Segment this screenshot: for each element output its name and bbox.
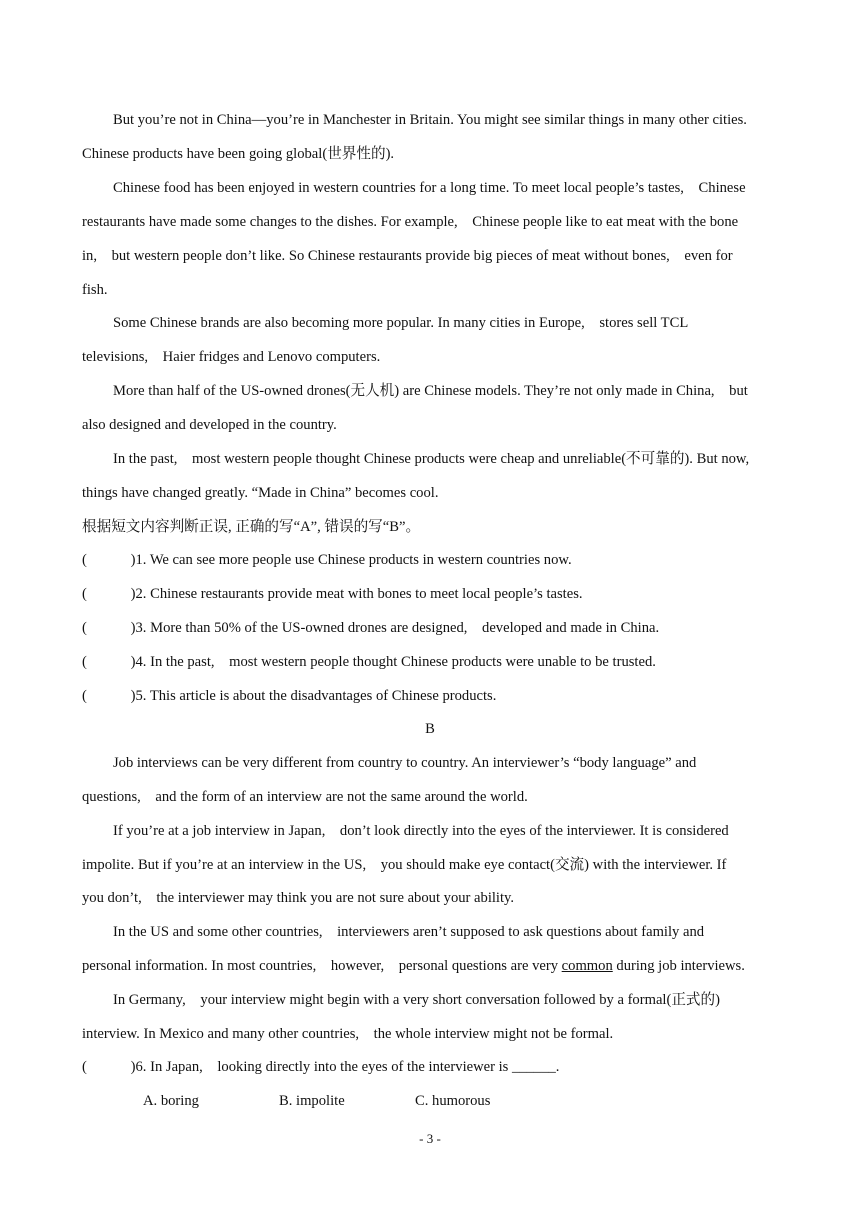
passage-a-paragraph-2-cont: in, but western people don’t like. So Chinese restaurants provide big pieces of meat without bones, even for <box>82 248 733 264</box>
passage-a-paragraph-4-cont: also designed and developed in the country. <box>82 417 337 433</box>
passage-a-paragraph-5: In the past, most western people thought Chinese products were cheap and unreliable(不可靠的). But now, <box>113 451 750 467</box>
question-5: ( )5. This article is about the disadvantages of Chinese products. <box>82 688 497 704</box>
passage-b-paragraph-2-cont: you don’t, the interviewer may think you are not sure about your ability. <box>82 890 515 906</box>
passage-a-paragraph-1: But you’re not in China—you’re in Manchester in Britain. You might see similar things in many other cities. <box>113 112 747 128</box>
passage-a-paragraph-2: Chinese food has been enjoyed in western countries for a long time. To meet local people’s tastes, Chinese <box>113 180 746 196</box>
section-b-heading: B <box>425 721 435 737</box>
passage-a-paragraph-1-cont: Chinese products have been going global(世界性的). <box>82 146 395 162</box>
passage-b-paragraph-4-cont: interview. In Mexico and many other countries, the whole interview might not be formal. <box>82 1026 614 1042</box>
passage-a-paragraph-4: More than half of the US-owned drones(无人机) are Chinese models. They’re not only made in China, but <box>113 383 748 399</box>
passage-a-paragraph-3: Some Chinese brands are also becoming more popular. In many cities in Europe, stores sell TCL <box>113 315 689 331</box>
passage-b-paragraph-1: Job interviews can be very different from country to country. An interviewer’s “body language” and <box>113 755 697 771</box>
instruction-text: 根据短文内容判断正误, 正确的写“A”, 错误的写“B”。 <box>82 519 421 535</box>
passage-a-paragraph-2-cont: restaurants have made some changes to the dishes. For example, Chinese people like to eat meat with the bone <box>82 214 739 230</box>
question-6: ( )6. In Japan, looking directly into the eyes of the interviewer is ______. <box>82 1059 560 1075</box>
text-segment: during job interviews. <box>612 958 745 974</box>
passage-b-paragraph-4: In Germany, your interview might begin with a very short conversation followed by a formal(正式的) <box>113 992 720 1008</box>
option-c: C. humorous <box>415 1093 491 1109</box>
passage-a-paragraph-2-cont: fish. <box>82 282 108 298</box>
passage-b-paragraph-3: In the US and some other countries, interviewers aren’t supposed to ask questions about family and <box>113 924 705 940</box>
underlined-word: common <box>561 958 613 974</box>
question-2: ( )2. Chinese restaurants provide meat with bones to meet local people’s tastes. <box>82 586 583 602</box>
text-segment: personal information. In most countries, however, personal questions are very <box>82 958 562 974</box>
passage-a-paragraph-5-cont: things have changed greatly. “Made in China” becomes cool. <box>82 485 439 501</box>
passage-b-paragraph-2-cont: impolite. But if you’re at an interview in the US, you should make eye contact(交流) with the interviewer. If <box>82 857 727 873</box>
option-a: A. boring <box>143 1093 199 1109</box>
option-b: B. impolite <box>279 1093 345 1109</box>
passage-b-paragraph-3-cont <box>82 957 782 975</box>
passage-a-paragraph-3-cont: televisions, Haier fridges and Lenovo computers. <box>82 349 381 365</box>
question-1: ( )1. We can see more people use Chinese products in western countries now. <box>82 552 572 568</box>
page-number: - 3 - <box>419 1131 441 1146</box>
question-4: ( )4. In the past, most western people thought Chinese products were unable to be trusted. <box>82 654 656 670</box>
passage-b-paragraph-1-cont: questions, and the form of an interview are not the same around the world. <box>82 789 528 805</box>
question-3: ( )3. More than 50% of the US-owned drones are designed, developed and made in China. <box>82 620 660 636</box>
passage-b-paragraph-2: If you’re at a job interview in Japan, don’t look directly into the eyes of the interviewer. It is considered <box>113 823 729 839</box>
